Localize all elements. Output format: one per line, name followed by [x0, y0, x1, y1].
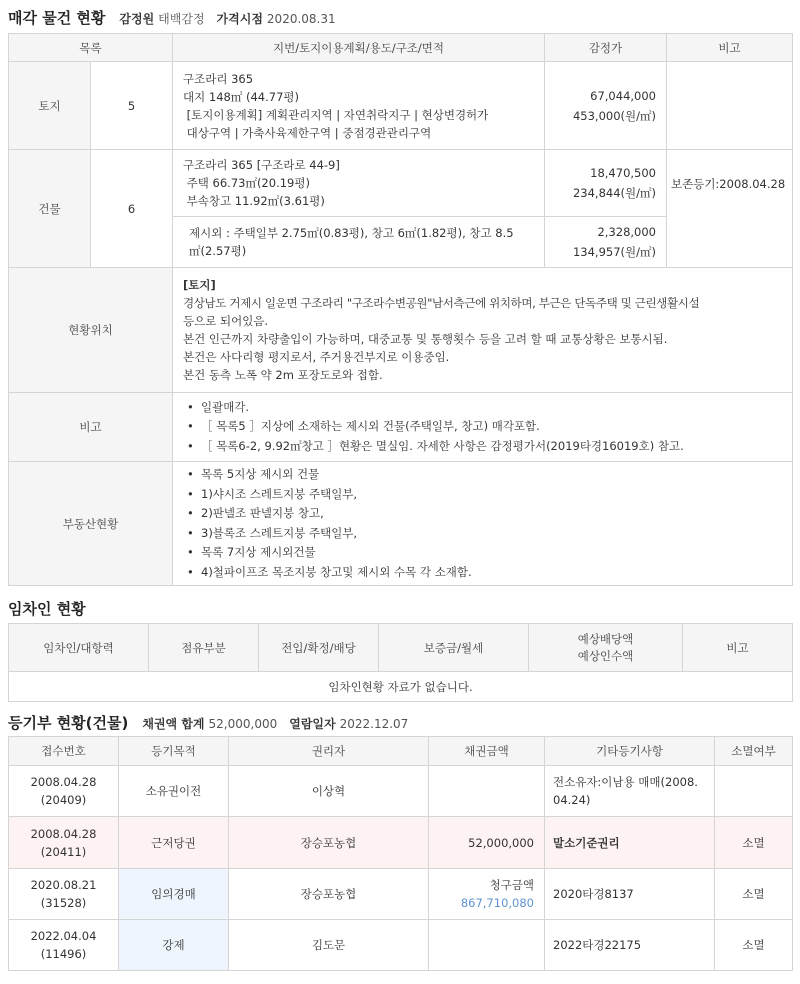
registry-purpose: 강제 — [119, 920, 229, 971]
land-category: 토지 — [9, 62, 91, 150]
col-occupancy: 점유부분 — [149, 624, 259, 672]
registry-row — [9, 920, 793, 971]
property-table-header — [9, 34, 793, 62]
registry-amount — [429, 766, 545, 817]
building-row — [9, 150, 793, 217]
col-list: 목록 — [9, 34, 173, 62]
realty-list-cell — [173, 462, 793, 586]
registry-table-header — [9, 737, 793, 766]
property-table — [8, 33, 793, 586]
col-expected-takeover: 예상인수액 — [577, 648, 634, 663]
property-section-header — [0, 0, 800, 30]
realty-item: • 목록 5지상 제시외 건물 — [185, 465, 792, 485]
location-label: 현황위치 — [9, 268, 173, 393]
receipt-number: (11496) — [40, 947, 87, 961]
view-date-label: 열람일자 — [289, 717, 336, 731]
registry-receipt — [9, 766, 119, 817]
extra-line: 제시외 : 주택일부 2.75㎡(0.83평), 창고 6㎡(1.82평), 창고 8.5 — [189, 226, 514, 240]
location-line: [토지] — [183, 278, 216, 292]
remarks-row — [9, 393, 793, 462]
extra-building-price — [545, 217, 667, 268]
col-appraisal: 감정가 — [545, 34, 667, 62]
registry-receipt — [9, 869, 119, 920]
location-line: 본건 동측 노폭 약 2m 포장도로와 접함. — [183, 368, 383, 382]
col-expected — [529, 624, 683, 672]
land-number: 5 — [91, 62, 173, 150]
building-line: 구조라리 365 [구조라로 44-9] — [183, 158, 340, 172]
location-line: 경상남도 거제시 일운면 구조라리 "구조라수변공원"남서측근에 위치하며, 부근은 단독주택 및 근린생활시설 — [183, 296, 700, 310]
receipt-date: 2008.04.28 — [30, 775, 97, 789]
land-price-unit: 453,000(원/㎡) — [572, 108, 656, 123]
realty-item: • 3)블록조 스레트지붕 주택일부, — [185, 524, 792, 544]
registry-table — [8, 736, 793, 971]
tenant-empty-message: 임차인현황 자료가 없습니다. — [9, 672, 793, 702]
remarks-label: 비고 — [9, 393, 173, 462]
col-details: 지번/토지이용계획/용도/구조/면적 — [173, 34, 545, 62]
registry-holder: 김도문 — [229, 920, 429, 971]
col-status: 소멸여부 — [715, 737, 793, 766]
col-receipt-no: 접수번호 — [9, 737, 119, 766]
property-section-title: 매각 물건 현황 — [8, 9, 106, 27]
registry-purpose: 임의경매 — [119, 869, 229, 920]
land-price-total: 67,044,000 — [590, 88, 656, 103]
claim-amount-label: 청구금액 — [489, 878, 534, 892]
registry-etc-line: 전소유자:이남용 매매(2008. — [553, 775, 698, 789]
claim-sum-label: 채권액 합계 — [142, 717, 205, 731]
registry-status: 소멸 — [715, 869, 793, 920]
receipt-number: (20409) — [40, 793, 87, 807]
extra-line: ㎡(2.57평) — [189, 244, 247, 258]
registry-purpose: 근저당권 — [119, 817, 229, 869]
realty-row — [9, 462, 793, 586]
registry-etc: 2020타경8137 — [545, 869, 715, 920]
tenant-section-header — [0, 586, 800, 619]
receipt-number: (31528) — [40, 896, 87, 910]
col-claim: 채권금액 — [429, 737, 545, 766]
tenant-empty-row — [9, 672, 793, 702]
realty-list — [173, 465, 792, 582]
appraiser-value: 태백감정 — [158, 12, 205, 26]
appraiser-label: 감정원 — [119, 12, 155, 26]
land-note — [667, 62, 793, 150]
registry-purpose: 소유권이전 — [119, 766, 229, 817]
view-date-value: 2022.12.07 — [339, 717, 409, 731]
price-date-value: 2020.08.31 — [266, 12, 336, 26]
land-details — [173, 62, 545, 150]
extra-price-total: 2,328,000 — [597, 225, 656, 239]
building-price — [545, 150, 667, 217]
tenant-table-header — [9, 624, 793, 672]
land-price — [545, 62, 667, 150]
realty-label: 부동산현황 — [9, 462, 173, 586]
registry-etc — [545, 766, 715, 817]
receipt-date: 2022.04.04 — [30, 929, 97, 943]
col-etc: 기타등기사항 — [545, 737, 715, 766]
remarks-item: • ［ 목록5 ］지상에 소재하는 제시외 건물(주택일부, 창고) 매각포함. — [185, 417, 792, 437]
col-expected-dividend: 예상배당액 — [577, 631, 634, 646]
realty-item: • 4)철파이프조 목조지붕 창고및 제시외 수목 각 소재함. — [185, 563, 792, 583]
registry-etc-line: 04.24) — [553, 793, 591, 807]
col-purpose: 등기목적 — [119, 737, 229, 766]
realty-item: • 1)샤시조 스레트지붕 주택일부, — [185, 485, 792, 505]
land-row — [9, 62, 793, 150]
realty-item: • 2)판넬조 판넬지붕 창고, — [185, 504, 792, 524]
col-holder: 권리자 — [229, 737, 429, 766]
registry-section-title: 등기부 현황(건물) — [8, 714, 129, 732]
building-category: 건물 — [9, 150, 91, 268]
registry-amount — [429, 869, 545, 920]
location-line: 본건은 사다리형 평지로서, 주거용건부지로 이용중임. — [183, 350, 450, 364]
land-line: 대상구역 | 가축사육제한구역 | 중점경관관리구역 — [183, 125, 432, 140]
tenant-table — [8, 623, 793, 702]
col-note: 비고 — [667, 34, 793, 62]
building-number: 6 — [91, 150, 173, 268]
registry-row — [9, 817, 793, 869]
registry-row — [9, 766, 793, 817]
building-price-total: 18,470,500 — [590, 166, 656, 180]
col-tenant: 임차인/대항력 — [9, 624, 149, 672]
col-move-in: 전입/확정/배당 — [259, 624, 379, 672]
registry-status: 소멸 — [715, 817, 793, 869]
land-line: [토지이용계획] 계획관리지역 | 자연취락지구 | 현상변경허가 — [183, 107, 489, 122]
location-line: 등으로 되어있음. — [183, 314, 269, 328]
price-date-label: 가격시점 — [216, 12, 263, 26]
registry-holder: 장승포농협 — [229, 817, 429, 869]
registry-row — [9, 869, 793, 920]
realty-item: • 목록 7지상 제시외건물 — [185, 543, 792, 563]
building-line: 주택 66.73㎡(20.19평) — [183, 176, 310, 190]
land-line: 구조라리 365 — [183, 71, 254, 86]
registry-amount: 52,000,000 — [429, 817, 545, 869]
registry-etc: 말소기준권리 — [545, 817, 715, 869]
remarks-list — [173, 398, 792, 457]
claim-sum-value: 52,000,000 — [208, 717, 278, 731]
remarks-item: • ［ 목록6-2, 9.92㎡창고 ］현황은 멸실임. 자세한 사항은 감정평가서(2019타경16019호) 참고. — [185, 437, 792, 457]
building-note: 보존등기:2008.04.28 — [667, 150, 793, 268]
building-line: 부속창고 11.92㎡(3.61평) — [183, 194, 325, 208]
registry-holder: 이상혁 — [229, 766, 429, 817]
remarks-list-cell — [173, 393, 793, 462]
remarks-item: • 일괄매각. — [185, 398, 792, 418]
registry-amount — [429, 920, 545, 971]
registry-receipt — [9, 920, 119, 971]
receipt-number: (20411) — [40, 844, 87, 859]
registry-etc: 2022타경22175 — [545, 920, 715, 971]
col-tenant-note: 비고 — [683, 624, 793, 672]
building-price-unit: 234,844(원/㎡) — [572, 186, 656, 200]
col-deposit: 보증금/월세 — [379, 624, 529, 672]
registry-status: 소멸 — [715, 920, 793, 971]
tenant-section-title: 임차인 현황 — [8, 600, 86, 618]
registry-status — [715, 766, 793, 817]
location-text — [173, 268, 793, 393]
land-line: 대지 148㎡ (44.77평) — [183, 89, 299, 104]
extra-price-unit: 134,957(원/㎡) — [572, 245, 656, 259]
receipt-date: 2020.08.21 — [30, 878, 97, 892]
extra-building-details — [173, 217, 545, 268]
location-line: 본건 인근까지 차량출입이 가능하며, 대중교통 및 통행횟수 등을 고려 할 때 교통상황은 보통시됨. — [183, 332, 668, 346]
registry-holder: 장승포농협 — [229, 869, 429, 920]
registry-receipt — [9, 817, 119, 869]
location-row — [9, 268, 793, 393]
registry-section-header — [0, 702, 800, 734]
receipt-date: 2008.04.28 — [30, 826, 97, 841]
claim-amount-value: 867,710,080 — [460, 896, 534, 910]
building-details — [173, 150, 545, 217]
